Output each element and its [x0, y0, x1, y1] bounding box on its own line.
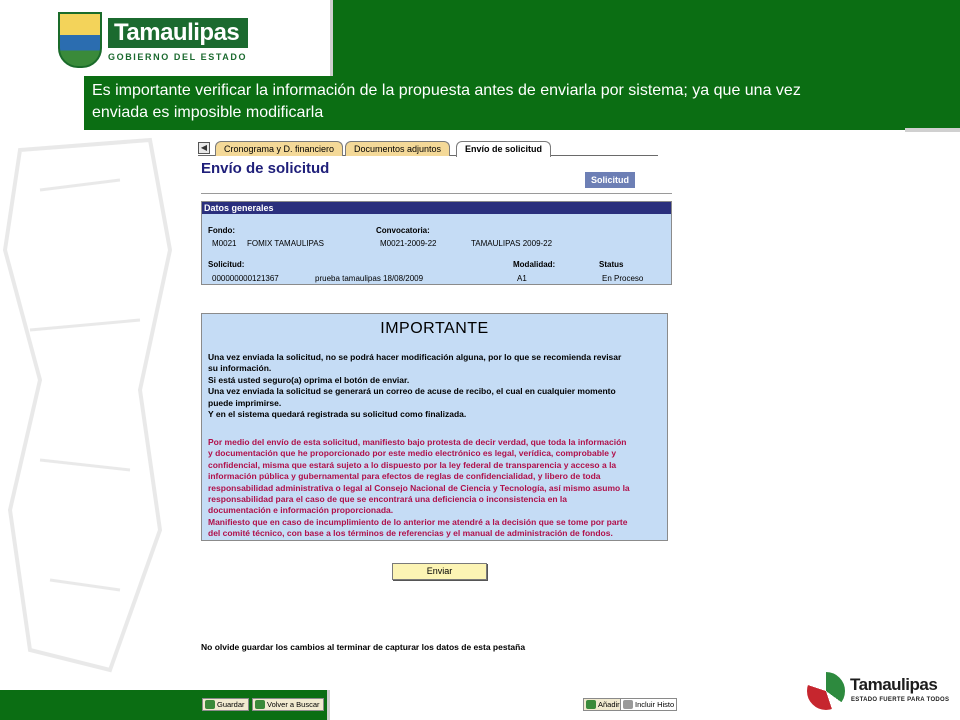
anadir-label: Añadir: [598, 700, 620, 709]
header-logo: [58, 12, 248, 70]
status-value: En Proceso: [602, 274, 644, 283]
modalidad-value: A1: [517, 274, 527, 283]
declaration-line: Manifiesto que en caso de incumplimiento de lo anterior me atendré a la decisión que se tome por parte: [208, 516, 628, 527]
convocatoria-label: Convocatoria:: [376, 226, 430, 235]
fondo-label: Fondo:: [208, 226, 236, 235]
solicitud-badge: Solicitud: [585, 172, 635, 188]
footer-logo: [805, 670, 955, 715]
tab-scroll-left-icon[interactable]: ◀: [198, 142, 210, 154]
save-icon: [205, 700, 215, 709]
enviar-button[interactable]: Enviar: [392, 563, 487, 580]
save-reminder-note: No olvide guardar los cambios al terminar de capturar los datos de esta pestaña: [201, 642, 526, 652]
logo-subtitle: GOBIERNO DEL ESTADO: [108, 52, 248, 62]
page-title: Envío de solicitud: [201, 160, 330, 177]
modalidad-label: Modalidad:: [513, 260, 556, 269]
banner-line-1: Es importante verificar la información de la propuesta antes de enviarla por sistema; ya que una vez: [92, 82, 801, 99]
history-icon: [623, 700, 633, 709]
warning-banner: [84, 76, 960, 130]
instruction-line: Y en el sistema quedará registrada su solicitud como finalizada.: [208, 409, 467, 420]
anadir-button[interactable]: [583, 698, 624, 711]
declaration-line: responsabilidad administrativa o legal al Consejo Nacional de Ciencia y Tecnología, así mismo asumo la: [208, 482, 630, 493]
declaration-line: documentación e información proporcionada.: [208, 505, 394, 516]
footer-logo-name: Tamaulipas: [850, 675, 938, 694]
tab-documentos[interactable]: Documentos adjuntos: [345, 141, 450, 156]
declaration-line: responsabilidad para el caso de que se encontrará una deficiencia o inconsistencia en la: [208, 494, 568, 505]
header-green-block: [330, 0, 960, 76]
instruction-line: puede imprimirse.: [208, 397, 282, 408]
convocatoria-code: M0021-2009-22: [380, 239, 437, 248]
solicitud-number: 000000000121367: [212, 274, 279, 283]
declaration-line: y documentación que he proporcionado por este medio electrónico es legal, verídica, comprobable y: [208, 448, 617, 459]
banner-line-2: enviada es imposible modificarla: [92, 104, 324, 121]
status-label: Status: [599, 260, 624, 269]
tab-envio-solicitud[interactable]: Envío de solicitud: [456, 141, 551, 157]
datos-generales-heading: Datos generales: [202, 202, 671, 214]
instruction-line: Si está usted seguro(a) oprima el botón de enviar.: [208, 374, 410, 385]
title-divider: [201, 193, 672, 194]
legal-declaration: [208, 437, 666, 540]
state-emblem-icon: [805, 670, 847, 712]
fondo-code: M0021: [212, 239, 237, 248]
coat-of-arms-icon: [58, 12, 102, 68]
tab-bar: [198, 141, 658, 156]
instruction-line: Una vez enviada la solicitud se generará un correo de acuse de recibo, el cual en cualquier momento: [208, 386, 616, 397]
guardar-label: Guardar: [217, 700, 245, 709]
datos-generales-panel: [201, 201, 672, 285]
volver-buscar-button[interactable]: [252, 698, 324, 711]
declaration-line: confidencial, misma que estará sujeto a lo dispuesto por la ley federal de transparencia y acceso a la: [208, 459, 617, 470]
logo-name: Tamaulipas: [108, 18, 248, 48]
solicitud-name: prueba tamaulipas 18/08/2009: [315, 274, 424, 283]
decor-divider: [905, 128, 960, 132]
instruction-line: su información.: [208, 363, 272, 374]
important-panel: [201, 313, 668, 541]
declaration-line: del comité técnico, con base a los términos de referencias y el manual de administración de fondos.: [208, 528, 613, 539]
incluir-label: Incluir Histo: [635, 700, 675, 709]
guardar-button[interactable]: [202, 698, 249, 711]
fondo-name: FOMIX TAMAULIPAS: [247, 239, 324, 248]
watermark-map: [0, 130, 180, 690]
important-instructions: [208, 352, 666, 420]
tab-cronograma[interactable]: Cronograma y D. financiero: [215, 141, 343, 156]
incluir-historial-button[interactable]: [620, 698, 677, 711]
footer-logo-slogan: ESTADO FUERTE PARA TODOS: [851, 697, 950, 703]
instruction-line: Una vez enviada la solicitud, no se podrá hacer modificación alguna, por lo que se recomienda revisar: [208, 352, 622, 362]
add-icon: [586, 700, 596, 709]
back-search-icon: [255, 700, 265, 709]
important-title: IMPORTANTE: [380, 320, 489, 337]
declaration-line: información pública y gubernamental para efectos de reglas de confidencialidad, y libero de toda: [208, 471, 601, 482]
declaration-line: Por medio del envío de esta solicitud, manifiesto bajo protesta de decir verdad, que toda la información: [208, 437, 627, 447]
solicitud-label: Solicitud:: [208, 260, 245, 269]
convocatoria-name: TAMAULIPAS 2009-22: [471, 239, 553, 248]
volver-label: Volver a Buscar: [267, 700, 320, 709]
